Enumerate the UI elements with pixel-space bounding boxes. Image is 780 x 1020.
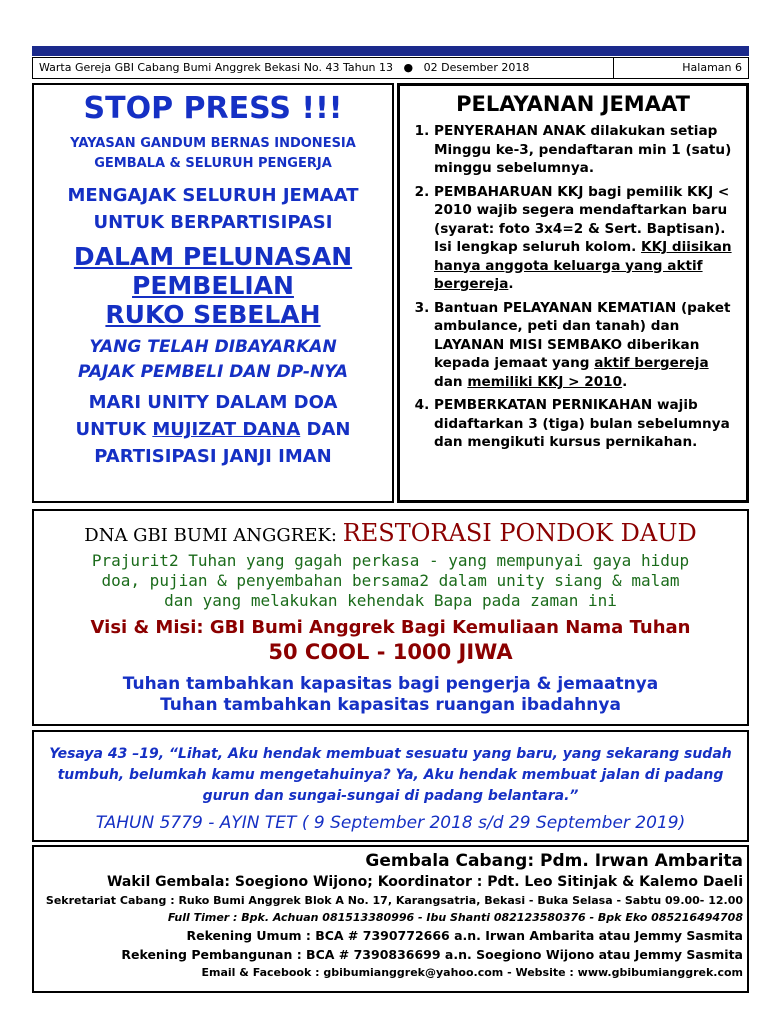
stop-press-invite-line2: UNTUK BERPARTISIPASI [93, 212, 333, 233]
pelayanan-item-pembaharuan-kkj [434, 183, 738, 294]
stop-press-purpose-line3: RUKO SEBELAH [105, 300, 321, 329]
item3-kkj: memiliki KKJ > 2010 [467, 373, 623, 390]
stop-press-purpose-line2: PEMBELIAN [132, 271, 294, 300]
header-date: 02 Desember 2018 [423, 61, 530, 74]
item2-end: . [508, 276, 514, 292]
unity-line2-suffix: DAN [300, 419, 351, 440]
stop-press-unity [34, 389, 392, 470]
dna-heading [34, 519, 747, 547]
sekretariat: Sekretariat Cabang : Ruko Bumi Anggrek Blok A No. 17, Karangsatria, Bekasi - Buka Selasa - Sabtu 09.00- 12.00 [45, 894, 743, 907]
stop-press-org-line1: YAYASAN GANDUM BERNAS INDONESIA [70, 136, 356, 151]
stop-press-paid [34, 335, 392, 385]
visi-misi: Visi & Misi: GBI Bumi Anggrek Bagi Kemuliaan Nama Tuhan [90, 617, 691, 638]
pelayanan-title: PELAYANAN JEMAAT [456, 92, 690, 116]
stop-press-purpose [34, 242, 392, 329]
pelayanan-jemaat-box [397, 83, 749, 503]
newsletter-header [32, 57, 749, 79]
dna-line2: doa, pujian & penyembahan bersama2 dalam unity siang & malam [101, 571, 680, 590]
stop-press-invite-line1: MENGAJAK SELURUH JEMAAT [67, 185, 359, 206]
item3-end: . [622, 373, 628, 390]
unity-line2-prefix: UNTUK [75, 419, 153, 440]
gembala-cabang: Gembala Cabang: Pdm. Irwan Ambarita [365, 851, 743, 871]
pelayanan-item-pernikahan: 4. PEMBERKATAN PERNIKAHAN wajib didaftarkan 3 (tiga) bulan sebelumnya dan mengikuti kursus pernikahan. [434, 396, 738, 452]
prayer-line2: Tuhan tambahkan kapasitas ruangan ibadahnya [160, 695, 621, 715]
dna-box [32, 509, 749, 726]
unity-mujizat-dana: MUJIZAT DANA [152, 419, 301, 440]
footer-box [32, 845, 749, 993]
prayer-line1: Tuhan tambahkan kapasitas bagi pengerja & jemaatnya [122, 674, 659, 694]
stop-press-unity-line3: PARTISIPASI JANJI IMAN [94, 446, 332, 467]
rekening-umum: Rekening Umum : BCA # 7390772666 a.n. Irwan Ambarita atau Jemmy Sasmita [186, 928, 743, 943]
header-title: Warta Gereja GBI Cabang Bumi Anggrek Bekasi No. 43 Tahun 13 [39, 61, 394, 74]
item3-text: Bantuan PELAYANAN KEMATIAN (paket ambulance, peti dan tanah) dan LAYANAN MISI SEMBAKO diberikan kepada jemaat yang [434, 299, 731, 371]
wakil-gembala: Wakil Gembala: Soegiono Wijono; Koordinator : Pdt. Leo Sitinjak & Kalemo Daeli [106, 874, 743, 890]
dna-line1: Prajurit2 Tuhan yang gagah perkasa - yang mempunyai gaya hidup [91, 551, 690, 570]
stop-press-invite [34, 182, 392, 236]
dna-title: RESTORASI PONDOK DAUD [342, 519, 697, 547]
dna-prefix: DNA GBI BUMI ANGGREK: [84, 525, 343, 546]
rekening-pembangunan: Rekening Pembangunan : BCA # 7390836699 a.n. Soegiono Wijono atau Jemmy Sasmita [121, 947, 743, 962]
stop-press-paid-line2: PAJAK PEMBELI DAN DP-NYA [77, 362, 349, 382]
header-bullet: ● [403, 61, 414, 74]
stop-press-box [32, 83, 394, 503]
year-theme: TAHUN 5779 - AYIN TET ( 9 September 2018 s/d 29 September 2019) [95, 813, 686, 833]
pelayanan-item-kematian [434, 299, 738, 392]
cool-target: 50 COOL - 1000 JIWA [268, 640, 513, 664]
pelayanan-list [408, 122, 738, 452]
stop-press-title: STOP PRESS !!! [83, 91, 343, 126]
dna-line3: dan yang melakukan kehendak Bapa pada zaman ini [164, 591, 617, 610]
full-timer: Full Timer : Bpk. Achuan 081513380996 - Ibu Shanti 082123580376 - Bpk Eko 085216494708 [167, 911, 743, 924]
stop-press-unity-line2 [34, 416, 392, 443]
verse-text: Yesaya 43 –19, “Lihat, Aku hendak membuat sesuatu yang baru, yang sekarang sudah tumbuh, belumkah kamu mengetahuinya? Ya, Aku hendak membuat jalan di padang gurun dan sungai-sungai di padang belantara.” [49, 746, 732, 804]
verse-box [32, 730, 749, 842]
stop-press-purpose-line1: DALAM PELUNASAN [73, 242, 353, 271]
stop-press-unity-line1: MARI UNITY DALAM DOA [88, 392, 338, 413]
item2-text: PEMBAHARUAN KKJ bagi pemilik KKJ < 2010 wajib segera mendaftarkan baru (syarat: foto 3x4=2 & Sert. Baptisan). Isi lengkap seluruh kolom. [434, 183, 730, 255]
header-top-bar [32, 46, 749, 56]
item3-dan: dan [434, 373, 468, 390]
stop-press-paid-line1: YANG TELAH DIBAYARKAN [89, 337, 337, 357]
item3-aktif: aktif bergereja [594, 355, 709, 371]
pelayanan-item-penyerahan-anak: 1. PENYERAHAN ANAK dilakukan setiap Minggu ke-3, pendaftaran min 1 (satu) minggu sebelumnya. [434, 122, 738, 178]
item2-underlined: KKJ diisikan hanya anggota keluarga yang aktif bergereja [434, 239, 732, 292]
header-page-number: Halaman 6 [613, 58, 748, 78]
contact-info: Email & Facebook : gbibumianggrek@yahoo.com - Website : www.gbibumianggrek.com [201, 966, 743, 979]
stop-press-org-line2: GEMBALA & SELURUH PENGERJA [94, 156, 332, 171]
dna-description [34, 551, 747, 611]
prayer-lines [34, 674, 747, 716]
stop-press-org [34, 134, 392, 174]
header-title-block [33, 58, 613, 78]
